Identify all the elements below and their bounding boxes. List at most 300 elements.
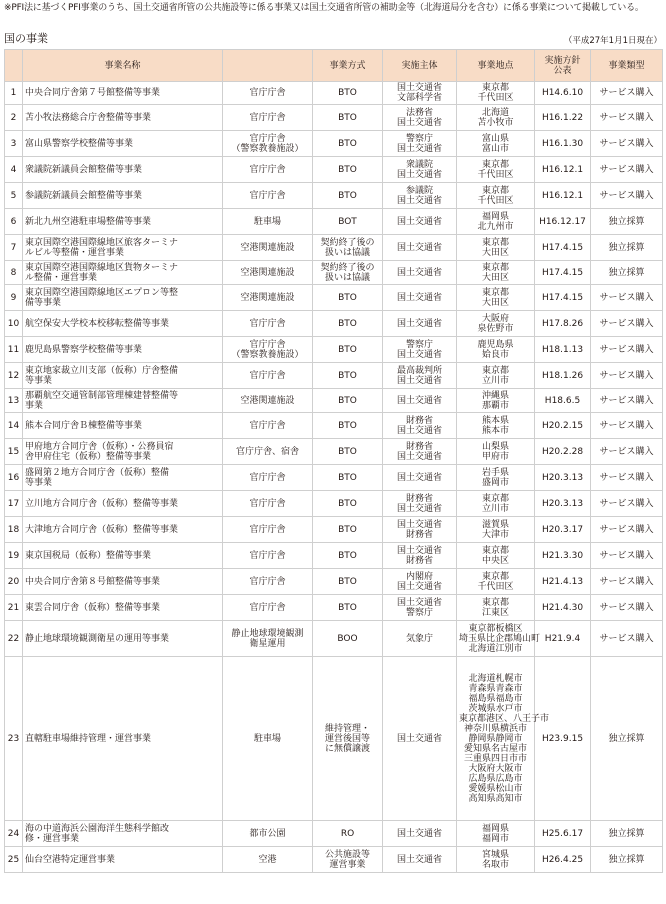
cell-method xyxy=(313,261,383,285)
cell-name xyxy=(23,337,223,363)
cell-entity-line: 国土交通省 xyxy=(396,395,442,406)
cell-location-line: 東京都港区、八王子市 xyxy=(459,713,550,724)
header-location: 事業地点 xyxy=(457,50,535,82)
cell-location xyxy=(457,439,535,465)
cell-location-line: 青森県青森市 xyxy=(468,683,523,694)
cell-location-line: 三重県四日市市 xyxy=(463,753,527,764)
cell-location-line: 滋賀県 xyxy=(481,519,509,530)
header-facility xyxy=(223,50,313,82)
cell-location xyxy=(457,105,535,131)
cell-location-line: 東京都板橋区 xyxy=(468,623,523,634)
cell-entity xyxy=(383,82,457,105)
footnote: ※PFI法に基づくPFI事業のうち、国土交通省所管の公共施設等に係る事業又は国土交通省所管の補助金等（北海道局分を含む）に係る事業について掲載している。 xyxy=(4,3,644,13)
cell-entity-line: 国土交通省 xyxy=(396,195,442,206)
cell-method xyxy=(313,82,383,105)
cell-method-line: 契約終了後の xyxy=(320,237,375,248)
cell-facility-line: 都市公園 xyxy=(249,828,286,839)
cell-entity-line: 国土交通省 xyxy=(396,267,442,278)
cell-facility xyxy=(223,821,313,847)
cell-location-line: 東京都 xyxy=(481,237,509,248)
cell-no: 24 xyxy=(5,821,23,847)
cell-announce-date: H17.8.26 xyxy=(535,311,591,337)
cell-facility xyxy=(223,131,313,157)
cell-location-line: 東京都 xyxy=(481,493,509,504)
cell-facility-line: 官庁庁舎 xyxy=(249,133,286,144)
cell-location-line: 立川市 xyxy=(481,375,509,386)
cell-announce-date: H18.6.5 xyxy=(535,389,591,413)
cell-facility-line: 空港関連施設 xyxy=(240,242,295,253)
cell-name-line: 大津地方合同庁舎（仮称）整備等事業 xyxy=(25,524,179,535)
table-row xyxy=(5,621,663,657)
cell-method-line: BTO xyxy=(338,602,357,613)
cell-type: サービス購入 xyxy=(591,337,663,363)
cell-name-line: 甲府地方合同庁舎（仮称）・公務員宿 xyxy=(25,441,174,452)
cell-name-line: 直轄駐車場維持管理・運営事業 xyxy=(25,733,152,744)
cell-entity-line: 内閣府 xyxy=(405,571,433,582)
cell-type: サービス購入 xyxy=(591,82,663,105)
cell-method-line: に無償譲渡 xyxy=(324,743,370,754)
cell-type: サービス購入 xyxy=(591,157,663,183)
cell-method xyxy=(313,543,383,569)
cell-name xyxy=(23,847,223,873)
cell-method-line: BTO xyxy=(338,88,357,98)
cell-entity-line: 国土交通省 xyxy=(396,143,442,154)
cell-announce-date: H21.9.4 xyxy=(535,621,591,657)
cell-entity-line: 国土交通省 xyxy=(396,425,442,436)
cell-facility xyxy=(223,569,313,595)
cell-entity xyxy=(383,543,457,569)
table-row xyxy=(5,439,663,465)
cell-location xyxy=(457,569,535,595)
cell-method-line: BOT xyxy=(338,216,357,227)
cell-method-line: BTO xyxy=(338,576,357,587)
cell-name-line: 東京国際空港国際線地区旅客ターミナ xyxy=(25,237,179,248)
cell-facility-line: 官庁庁舎 xyxy=(249,339,286,350)
cell-entity xyxy=(383,595,457,621)
cell-facility xyxy=(223,82,313,105)
cell-announce-date: H16.1.22 xyxy=(535,105,591,131)
cell-type: サービス購入 xyxy=(591,131,663,157)
table-row xyxy=(5,657,663,821)
cell-no: 21 xyxy=(5,595,23,621)
header-name: 事業名称 xyxy=(23,50,223,82)
cell-type: サービス購入 xyxy=(591,363,663,389)
cell-facility xyxy=(223,285,313,311)
cell-facility xyxy=(223,657,313,821)
cell-name-line: 東京国際空港国際線地区貨物ターミナ xyxy=(25,262,179,273)
cell-entity-line: 気象庁 xyxy=(405,633,433,644)
cell-location-line: 福岡県 xyxy=(481,211,509,222)
cell-entity-line: 衆議院 xyxy=(405,159,433,170)
cell-entity xyxy=(383,183,457,209)
cell-type: サービス購入 xyxy=(591,621,663,657)
cell-facility xyxy=(223,517,313,543)
cell-name-line: 参議院新議員会館整備等事業 xyxy=(25,190,143,201)
cell-facility-line: 官庁庁舎 xyxy=(249,472,286,483)
cell-location xyxy=(457,389,535,413)
cell-location-line: 大田区 xyxy=(481,297,509,308)
cell-location-line: 甲府市 xyxy=(481,451,509,462)
cell-entity xyxy=(383,285,457,311)
cell-announce-date: H16.1.30 xyxy=(535,131,591,157)
cell-entity-line: 国土交通省 xyxy=(396,581,442,592)
cell-location-line: 北海道江別市 xyxy=(468,643,523,654)
table-row xyxy=(5,105,663,131)
cell-entity xyxy=(383,847,457,873)
cell-method-line: BTO xyxy=(338,550,357,561)
cell-location-line: 東京都 xyxy=(481,545,509,556)
cell-entity-line: 参議院 xyxy=(405,185,433,196)
cell-facility-line: 官庁庁舎 xyxy=(249,602,286,613)
cell-name-line: 富山県警察学校整備等事業 xyxy=(25,138,134,149)
cell-name-line: ル整備・運営事業 xyxy=(25,272,98,283)
cell-entity xyxy=(383,105,457,131)
cell-name-line: ルビル等整備・運営事業 xyxy=(25,247,125,258)
cell-location-line: 大津市 xyxy=(481,529,509,540)
cell-location-line: 愛媛県松山市 xyxy=(468,783,523,794)
cell-location xyxy=(457,491,535,517)
cell-type: サービス購入 xyxy=(591,517,663,543)
cell-facility-line: 官庁庁舎 xyxy=(249,420,286,431)
cell-no: 1 xyxy=(5,82,23,105)
cell-name xyxy=(23,439,223,465)
cell-no: 17 xyxy=(5,491,23,517)
cell-no: 15 xyxy=(5,439,23,465)
cell-name xyxy=(23,261,223,285)
cell-no: 7 xyxy=(5,235,23,261)
cell-facility-line: 官庁庁舎 xyxy=(249,498,286,509)
cell-entity-line: 財務省 xyxy=(405,441,433,452)
cell-entity-line: 国土交通省 xyxy=(396,349,442,360)
header-no xyxy=(5,50,23,82)
cell-facility xyxy=(223,183,313,209)
cell-entity-line: 国土交通省 xyxy=(396,472,442,483)
cell-location xyxy=(457,657,550,821)
cell-method-line: BTO xyxy=(338,112,357,123)
cell-no: 6 xyxy=(5,209,23,235)
cell-announce-date: H14.6.10 xyxy=(535,82,591,105)
cell-type: 独立採算 xyxy=(591,821,663,847)
cell-method-line: 運営後国等 xyxy=(324,733,370,744)
cell-facility xyxy=(223,389,313,413)
cell-name-line: 修・運営事業 xyxy=(25,833,80,844)
cell-announce-date: H20.3.13 xyxy=(535,491,591,517)
cell-name-line: 舎甲府住宅（仮称）整備等事業 xyxy=(25,451,152,462)
cell-method xyxy=(313,183,383,209)
cell-announce-date: H20.2.28 xyxy=(535,439,591,465)
cell-facility xyxy=(223,311,313,337)
cell-announce-date: H20.3.17 xyxy=(535,517,591,543)
cell-entity-line: 警察庁 xyxy=(405,607,433,618)
cell-name xyxy=(23,363,223,389)
cell-location-line: 苫小牧市 xyxy=(477,117,514,128)
cell-type: サービス購入 xyxy=(591,465,663,491)
table-row xyxy=(5,157,663,183)
table-row xyxy=(5,543,663,569)
cell-entity-line: 文部科学省 xyxy=(396,93,442,103)
cell-facility-line: 官庁庁舎 xyxy=(249,164,286,175)
cell-location-line: 北九州市 xyxy=(477,221,514,232)
cell-location-line: 千代田区 xyxy=(477,581,514,592)
cell-announce-date: H21.4.30 xyxy=(535,595,591,621)
cell-location-line: 熊本市 xyxy=(481,425,509,436)
table-row xyxy=(5,363,663,389)
cell-location-line: 福島県福島市 xyxy=(468,693,523,704)
cell-location xyxy=(457,311,535,337)
cell-facility-line: 官庁庁舎、宿舎 xyxy=(235,446,299,457)
cell-no: 13 xyxy=(5,389,23,413)
cell-entity xyxy=(383,131,457,157)
header-announce xyxy=(535,50,591,82)
cell-name xyxy=(23,157,223,183)
cell-announce-date: H18.1.13 xyxy=(535,337,591,363)
cell-no: 11 xyxy=(5,337,23,363)
cell-entity-line: 国土交通省 xyxy=(396,519,442,530)
cell-announce-date: H16.12.1 xyxy=(535,183,591,209)
cell-name-line: 等事業 xyxy=(25,477,53,488)
cell-facility xyxy=(223,105,313,131)
table-row xyxy=(5,82,663,105)
cell-location-line: 岩手県 xyxy=(481,467,509,478)
cell-location xyxy=(457,847,535,873)
cell-no: 16 xyxy=(5,465,23,491)
cell-method-line: BTO xyxy=(338,395,357,406)
cell-type: サービス購入 xyxy=(591,183,663,209)
cell-location-line: 神奈川県横浜市 xyxy=(463,723,527,734)
cell-name-line: 航空保安大学校本校移転整備等事業 xyxy=(25,318,170,329)
cell-no: 25 xyxy=(5,847,23,873)
cell-entity-line: 最高裁判所 xyxy=(396,365,442,376)
cell-location-line: 立川市 xyxy=(481,503,509,514)
cell-facility xyxy=(223,465,313,491)
cell-facility-line: 官庁庁舎 xyxy=(249,370,286,381)
table-row xyxy=(5,235,663,261)
cell-location-line: 東京都 xyxy=(481,262,509,273)
cell-type: 独立採算 xyxy=(591,209,663,235)
header-announce-line: 公表 xyxy=(553,65,572,76)
cell-entity xyxy=(383,821,457,847)
cell-method xyxy=(313,595,383,621)
cell-location xyxy=(457,235,535,261)
cell-facility-line: 駐車場 xyxy=(253,216,281,227)
cell-name xyxy=(23,657,223,821)
cell-location xyxy=(457,82,535,105)
cell-method-line: BTO xyxy=(338,292,357,303)
cell-type: サービス購入 xyxy=(591,569,663,595)
cell-facility xyxy=(223,363,313,389)
table-row xyxy=(5,465,663,491)
cell-method xyxy=(313,517,383,543)
cell-method xyxy=(313,657,383,821)
cell-entity-line: 国土交通省 xyxy=(396,733,442,744)
cell-entity-line: 国土交通省 xyxy=(396,451,442,462)
cell-method-line: 維持管理・ xyxy=(324,723,370,734)
cell-method-line: BOO xyxy=(337,633,358,644)
cell-location-line: 姶良市 xyxy=(481,349,509,360)
cell-announce-date: H17.4.15 xyxy=(535,285,591,311)
cell-type: 独立採算 xyxy=(591,261,663,285)
cell-location xyxy=(457,261,535,285)
cell-entity-line: 国土交通省 xyxy=(396,318,442,329)
cell-announce-date: H18.1.26 xyxy=(535,363,591,389)
cell-location xyxy=(457,517,535,543)
cell-entity-line: 警察庁 xyxy=(405,339,433,350)
cell-method xyxy=(313,131,383,157)
cell-location-line: 那覇市 xyxy=(481,400,509,411)
cell-method xyxy=(313,157,383,183)
cell-entity-line: 国土交通省 xyxy=(396,83,442,93)
cell-name xyxy=(23,285,223,311)
cell-location-line: 茨城県水戸市 xyxy=(468,703,523,714)
cell-method xyxy=(313,209,383,235)
cell-name-line: 備等事業 xyxy=(25,297,62,308)
cell-no: 12 xyxy=(5,363,23,389)
cell-location xyxy=(457,543,535,569)
cell-entity xyxy=(383,261,457,285)
cell-location-line: 熊本県 xyxy=(481,415,509,426)
cell-name xyxy=(23,465,223,491)
cell-entity-line: 国土交通省 xyxy=(396,216,442,227)
header-entity: 実施主体 xyxy=(383,50,457,82)
cell-announce-date: H17.4.15 xyxy=(535,261,591,285)
cell-method-line: 扱いは協議 xyxy=(324,247,370,258)
cell-location xyxy=(457,131,535,157)
cell-name-line: 苫小牧法務総合庁舎整備等事業 xyxy=(25,112,152,123)
table-row xyxy=(5,311,663,337)
cell-entity xyxy=(383,465,457,491)
cell-facility-line: 衛星運用 xyxy=(249,638,286,649)
cell-type: サービス購入 xyxy=(591,413,663,439)
cell-no: 4 xyxy=(5,157,23,183)
cell-facility-line: （警察教養施設） xyxy=(231,143,304,154)
cell-entity-line: 国土交通省 xyxy=(396,169,442,180)
cell-facility xyxy=(223,209,313,235)
cell-method-line: BTO xyxy=(338,498,357,509)
cell-facility-line: 静止地球環境観測 xyxy=(231,628,304,639)
cell-location-line: 埼玉県比企郡鳩山町 xyxy=(459,633,541,644)
table-row xyxy=(5,131,663,157)
cell-location-line: 千代田区 xyxy=(477,195,514,206)
cell-location xyxy=(457,209,535,235)
cell-name-line: 那覇航空交通管制部管理棟建替整備等 xyxy=(25,390,179,401)
cell-no: 20 xyxy=(5,569,23,595)
cell-method-line: BTO xyxy=(338,370,357,381)
cell-name-line: 立川地方合同庁舎（仮称）整備等事業 xyxy=(25,498,179,509)
cell-method-line: 扱いは協議 xyxy=(324,272,370,283)
cell-location-line: 盛岡市 xyxy=(481,477,509,488)
header-method: 事業方式 xyxy=(313,50,383,82)
cell-announce-date: H23.9.15 xyxy=(535,657,591,821)
cell-location-line: 東京都 xyxy=(481,571,509,582)
cell-announce-date: H20.2.15 xyxy=(535,413,591,439)
cell-location-line: 高知県高知市 xyxy=(468,793,523,804)
cell-name-line: 新北九州空港駐車場整備等事業 xyxy=(25,216,152,227)
cell-method-line: 契約終了後の xyxy=(320,262,375,273)
cell-facility xyxy=(223,543,313,569)
cell-no: 23 xyxy=(5,657,23,821)
cell-method-line: BTO xyxy=(338,446,357,457)
table-row xyxy=(5,337,663,363)
cell-location xyxy=(457,337,535,363)
cell-entity-line: 財務省 xyxy=(405,555,433,566)
cell-entity xyxy=(383,621,457,657)
cell-method xyxy=(313,621,383,657)
cell-name-line: 東雲合同庁舎（仮称）整備等事業 xyxy=(25,602,161,613)
cell-location-line: 北海道札幌市 xyxy=(468,673,523,684)
cell-location-line: 東京都 xyxy=(481,365,509,376)
cell-no: 22 xyxy=(5,621,23,657)
cell-name xyxy=(23,595,223,621)
table-row xyxy=(5,183,663,209)
cell-name-line: 海の中道海浜公園海洋生態科学館改 xyxy=(25,823,170,834)
cell-name-line: 東京国税局（仮称）整備等事業 xyxy=(25,550,152,561)
table-body xyxy=(5,82,663,873)
cell-method xyxy=(313,821,383,847)
table-row xyxy=(5,821,663,847)
cell-location xyxy=(457,363,535,389)
table-row xyxy=(5,209,663,235)
cell-location-line: 千代田区 xyxy=(477,93,514,103)
cell-announce-date: H25.6.17 xyxy=(535,821,591,847)
cell-type: サービス購入 xyxy=(591,311,663,337)
cell-name-line: 鹿児島県警察学校整備等事業 xyxy=(25,344,143,355)
cell-method xyxy=(313,413,383,439)
cell-name xyxy=(23,82,223,105)
cell-no: 10 xyxy=(5,311,23,337)
cell-facility xyxy=(223,439,313,465)
cell-facility-line: 空港 xyxy=(258,854,277,865)
cell-location-line: 愛知県名古屋市 xyxy=(463,743,527,754)
cell-entity xyxy=(383,363,457,389)
cell-location-line: 宮城県 xyxy=(481,849,509,860)
cell-facility-line: 空港関連施設 xyxy=(240,395,295,406)
cell-facility xyxy=(223,491,313,517)
cell-name-line: 盛岡第２地方合同庁舎（仮称）整備 xyxy=(25,467,170,478)
cell-facility xyxy=(223,261,313,285)
cell-announce-date: H16.12.1 xyxy=(535,157,591,183)
cell-name-line: 等事業 xyxy=(25,375,53,386)
cell-announce-date: H20.3.13 xyxy=(535,465,591,491)
table-row xyxy=(5,261,663,285)
cell-method-line: BTO xyxy=(338,190,357,201)
cell-method-line: BTO xyxy=(338,344,357,355)
cell-facility-line: 官庁庁舎 xyxy=(249,576,286,587)
cell-facility-line: 駐車場 xyxy=(253,733,281,744)
cell-name-line: 事業 xyxy=(25,400,44,411)
cell-type: サービス購入 xyxy=(591,595,663,621)
cell-facility-line: 空港関連施設 xyxy=(240,267,295,278)
cell-method-line: 運営事業 xyxy=(329,859,366,870)
cell-method xyxy=(313,337,383,363)
cell-method xyxy=(313,847,383,873)
cell-name xyxy=(23,517,223,543)
cell-entity-line: 国土交通省 xyxy=(396,828,442,839)
cell-type: サービス購入 xyxy=(591,491,663,517)
cell-type: サービス購入 xyxy=(591,543,663,569)
cell-name xyxy=(23,183,223,209)
cell-name xyxy=(23,235,223,261)
cell-no: 8 xyxy=(5,261,23,285)
cell-no: 18 xyxy=(5,517,23,543)
cell-method-line: RO xyxy=(340,828,355,839)
cell-announce-date: H16.12.17 xyxy=(535,209,591,235)
cell-facility-line: 官庁庁舎 xyxy=(249,190,286,201)
cell-entity-line: 国土交通省 xyxy=(396,242,442,253)
cell-no: 9 xyxy=(5,285,23,311)
cell-name xyxy=(23,413,223,439)
table-row xyxy=(5,389,663,413)
cell-location-line: 北海道 xyxy=(481,107,509,118)
